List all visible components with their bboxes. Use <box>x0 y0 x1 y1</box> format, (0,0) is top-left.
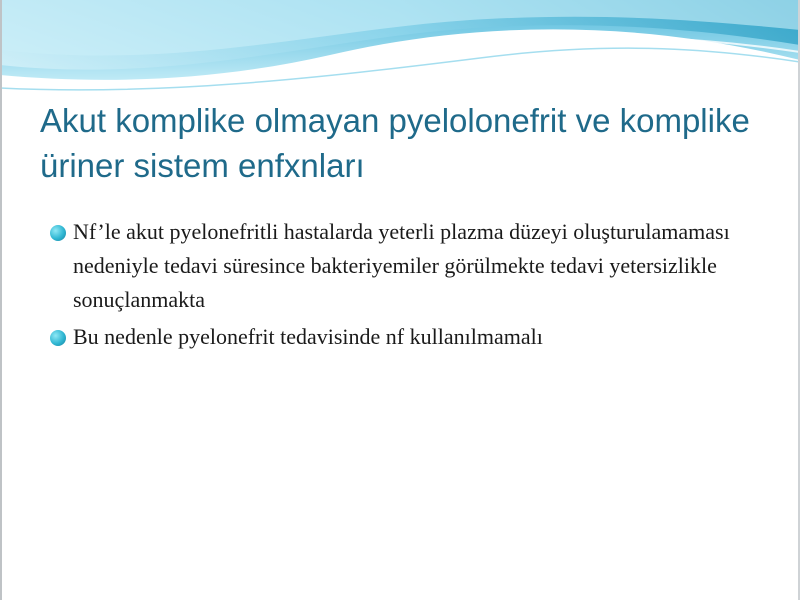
bullet-list <box>50 215 770 357</box>
bullet-item <box>50 215 770 317</box>
bullet-text: Bu nedenle pyelonefrit tedavisinde nf kullanılmamalı <box>73 324 543 349</box>
bullet-text: Nf’le akut pyelonefritli hastalarda yeterli plazma düzeyi oluşturulamaması nedeniyle tedavi süresince bakteriyemiler görülmekte tedavi yetersizlikle sonuçlanmakta <box>73 219 730 312</box>
bullet-item <box>50 320 770 354</box>
slide-title: Akut komplike olmayan pyelolonefrit ve komplike üriner sistem enfxnları <box>40 102 750 184</box>
slide-left-border <box>0 0 2 600</box>
decorative-wave-banner <box>0 0 800 95</box>
circle-bullet-icon <box>50 330 66 346</box>
circle-bullet-icon <box>50 225 66 241</box>
